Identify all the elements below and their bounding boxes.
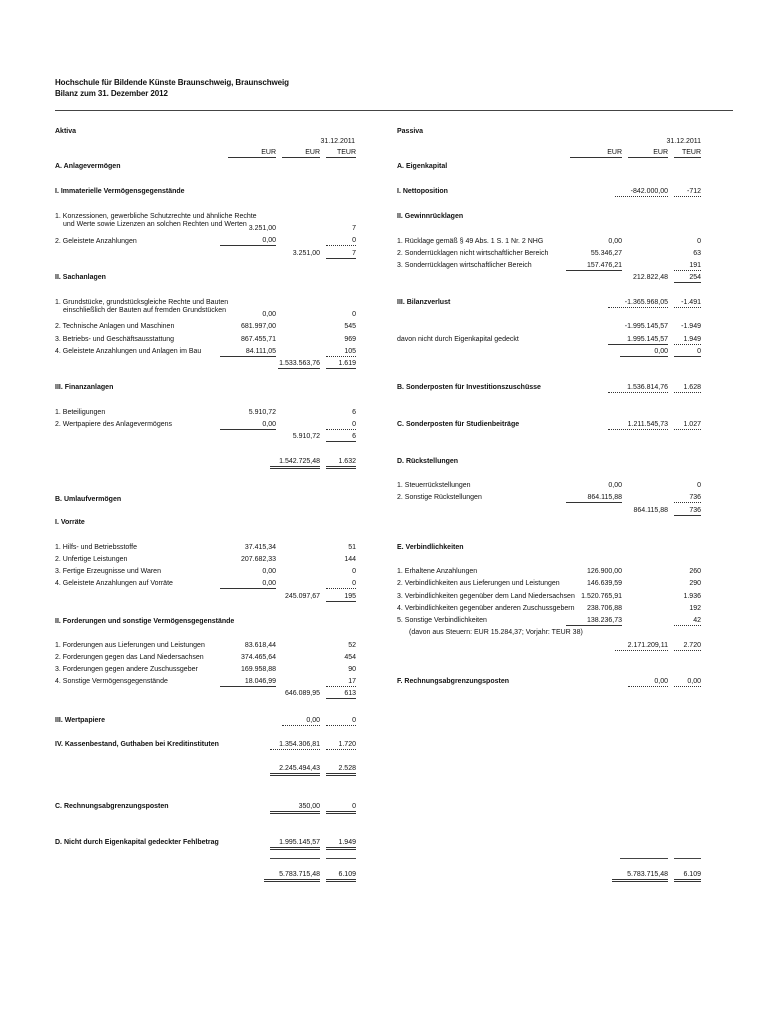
passiva-iii-c: 0,00 [620, 347, 668, 357]
passiva-e-prev: 290 [689, 580, 701, 587]
passiva-c-prev: 1.027 [674, 420, 701, 430]
passiva-section-e: E. Verbindlichkeiten [397, 544, 464, 551]
aktiva-bii-prev: 454 [344, 654, 356, 661]
aktiva-a-total-prev: 1.632 [326, 457, 356, 469]
aktiva-iii-value: 0,00 [220, 420, 276, 430]
aktiva-section-d: D. Nicht durch Eigenkapital gedeckter Fehlbetrag [55, 839, 219, 846]
aktiva-ii-prev: 969 [344, 336, 356, 343]
passiva-iii-b-prev: 1.949 [674, 335, 701, 345]
aktiva-section-a: A. Anlagevermögen [55, 163, 121, 170]
aktiva-ii-item: einschließlich der Bauten auf fremden Grundstücken [63, 307, 227, 314]
passiva-grand-total: 5.783.715,48 [612, 870, 668, 882]
aktiva-c-value: 350,00 [270, 802, 320, 814]
passiva-iii-c-prev: 0 [674, 347, 701, 357]
aktiva-i-sum: 3.251,00 [292, 250, 320, 257]
aktiva-ii-prev: 0 [352, 311, 356, 318]
passiva-section-c: C. Sonderposten für Studienbeiträge [397, 421, 520, 428]
aktiva-section-b-iii: III. Wertpapiere [55, 717, 106, 724]
aktiva-ii-item: 3. Betriebs- und Geschäftsausstattung [55, 336, 175, 343]
passiva-i-value: -842.000,00 [615, 187, 668, 197]
aktiva-col-eur2: EUR [282, 148, 320, 158]
passiva-iii-a: -1.995.145,57 [624, 323, 668, 330]
passiva-prev-date: 31.12.2011 [666, 138, 701, 145]
aktiva-biv-value: 1.354.306,81 [270, 740, 320, 750]
aktiva-bii-item: 1. Forderungen aus Lieferungen und Leistungen [55, 642, 205, 649]
aktiva-col-teur: TEUR [326, 148, 356, 158]
aktiva-iii-value: 5.910,72 [248, 409, 276, 416]
aktiva-bi-item: 1. Hilfs- und Betriebsstoffe [55, 544, 137, 551]
aktiva-iii-sum: 5.910,72 [292, 433, 320, 440]
aktiva-bi-value: 207.682,33 [240, 556, 276, 563]
passiva-iii-b: 1.995.145,57 [608, 335, 668, 345]
passiva-section-a: A. Eigenkapital [397, 163, 448, 170]
aktiva-col-eur1: EUR [228, 148, 276, 158]
aktiva-section-c: C. Rechnungsabgrenzungsposten [55, 803, 169, 810]
passiva-heading: Passiva [397, 128, 424, 135]
passiva-ii-item: 2. Sonderrücklagen nicht wirtschaftlicher Bereich [397, 250, 549, 257]
passiva-d-sum-prev: 736 [674, 506, 701, 516]
aktiva-d-prev: 1.949 [326, 838, 356, 850]
aktiva-bii-prev: 90 [348, 666, 356, 673]
aktiva-iii-item: 2. Wertpapiere des Anlagevermögens [55, 421, 172, 428]
aktiva-i-sum-prev: 7 [326, 249, 356, 259]
aktiva-i-value: 3.251,00 [248, 225, 276, 232]
passiva-e-value: 126.900,00 [586, 568, 622, 575]
aktiva-ii-sum: 1.533.563,76 [279, 360, 320, 367]
passiva-e-value: 238.706,88 [586, 605, 622, 612]
aktiva-ii-item: 2. Technische Anlagen und Maschinen [55, 323, 175, 330]
aktiva-prev-date: 31.12.2011 [320, 138, 355, 145]
passiva-d-value: 0,00 [608, 482, 622, 489]
passiva-f-prev: 0,00 [674, 677, 701, 687]
passiva-col-eur1: EUR [570, 148, 622, 158]
aktiva-iii-prev: 0 [326, 420, 356, 430]
passiva-e-prev: 1.936 [683, 593, 701, 600]
aktiva-ii-item: 4. Geleistete Anzahlungen und Anlagen im Bau [55, 348, 202, 355]
aktiva-bii-value: 18.046,99 [220, 677, 276, 687]
aktiva-bi-prev: 0 [352, 568, 356, 575]
passiva-ii-value: 157.476,21 [566, 261, 622, 271]
passiva-e-item: 5. Sonstige Verbindlichkeiten [397, 617, 487, 624]
passiva-e-sum: 2.171.209,11 [615, 641, 668, 651]
passiva-section-a-ii: II. Gewinnrücklagen [397, 213, 464, 220]
aktiva-bii-item: 2. Forderungen gegen das Land Niedersachsen [55, 654, 204, 661]
aktiva-b-total-prev: 2.528 [326, 764, 356, 776]
aktiva-ii-value: 0,00 [262, 311, 276, 318]
aktiva-bi-prev: 144 [344, 556, 356, 563]
aktiva-bii-sum-prev: 613 [326, 689, 356, 699]
passiva-col-eur2: EUR [628, 148, 668, 158]
passiva-e-sum-prev: 2.720 [674, 641, 701, 651]
passiva-e-value: 1.520.765,91 [581, 593, 622, 600]
aktiva-heading: Aktiva [55, 128, 77, 135]
aktiva-i-prev: 0 [326, 236, 356, 246]
aktiva-bi-item: 4. Geleistete Anzahlungen auf Vorräte [55, 580, 173, 587]
passiva-e-value: 138.236,73 [566, 616, 622, 626]
aktiva-i-item: 1. Konzessionen, gewerbliche Schutzrechte und ähnliche Rechte [55, 213, 257, 220]
aktiva-i-value: 0,00 [220, 236, 276, 246]
aktiva-bii-item: 4. Sonstige Vermögensgegenstände [55, 678, 168, 685]
passiva-section-f: F. Rechnungsabgrenzungsposten [397, 678, 510, 685]
aktiva-section-b-i: I. Vorräte [55, 519, 85, 526]
passiva-e-note: (davon aus Steuern: EUR 15.284,37; Vorjahr: TEUR 38) [409, 629, 583, 636]
aktiva-bi-value: 37.415,34 [244, 544, 276, 551]
passiva-e-prev: 260 [689, 568, 701, 575]
passiva-iii-note: davon nicht durch Eigenkapital gedeckt [397, 336, 519, 343]
aktiva-bi-sum: 245.097,67 [284, 593, 320, 600]
aktiva-bi-item: 3. Fertige Erzeugnisse und Waren [55, 568, 161, 575]
passiva-section-a-i: I. Nettoposition [397, 188, 448, 195]
passiva-d-item: 1. Steuerrückstellungen [397, 482, 471, 489]
document-title: Hochschule für Bildende Künste Braunschweig, Braunschweig [55, 78, 289, 87]
aktiva-section-a-ii: II. Sachanlagen [55, 274, 106, 281]
passiva-ii-prev: 191 [674, 261, 701, 271]
passiva-b-value: 1.536.814,76 [608, 383, 668, 393]
aktiva-bii-sum: 646.089,95 [284, 690, 320, 697]
passiva-ii-sum: 212.822,48 [632, 274, 668, 281]
aktiva-ii-prev: 545 [344, 323, 356, 330]
passiva-ii-prev: 63 [693, 250, 701, 257]
passiva-e-item: 1. Erhaltene Anzahlungen [397, 568, 478, 575]
aktiva-ii-value: 681.997,00 [240, 323, 276, 330]
aktiva-bii-value: 169.958,88 [240, 666, 276, 673]
aktiva-grand-total: 5.783.715,48 [264, 870, 320, 882]
passiva-ii-value: 0,00 [608, 238, 622, 245]
aktiva-bii-value: 374.465,64 [240, 654, 276, 661]
passiva-i-prev: -712 [674, 187, 701, 197]
aktiva-d-value: 1.995.145,57 [270, 838, 320, 850]
passiva-e-value: 146.639,59 [586, 580, 622, 587]
passiva-e-item: 2. Verbindlichkeiten aus Lieferungen und Leistungen [397, 580, 560, 587]
aktiva-b-total: 2.245.494,43 [270, 764, 320, 776]
aktiva-bi-value: 0,00 [220, 579, 276, 589]
passiva-d-sum: 864.115,88 [633, 507, 668, 514]
passiva-iii-value: -1.365.968,05 [608, 298, 668, 308]
passiva-col-teur: TEUR [674, 148, 701, 158]
passiva-e-item: 4. Verbindlichkeiten gegenüber anderen Zuschussgebern [397, 605, 575, 612]
aktiva-bii-prev: 52 [348, 642, 356, 649]
aktiva-bii-item: 3. Forderungen gegen andere Zuschussgeber [55, 666, 198, 673]
passiva-grand-total-prev: 6.109 [674, 870, 701, 882]
aktiva-a-total: 1.542.725,48 [270, 457, 320, 469]
passiva-ii-item: 3. Sonderrücklagen wirtschaftlicher Bereich [397, 262, 532, 269]
aktiva-ii-value: 867.455,71 [240, 336, 276, 343]
aktiva-iii-prev: 6 [352, 409, 356, 416]
aktiva-biii-prev: 0 [326, 716, 356, 726]
passiva-ii-item: 1. Rücklage gemäß § 49 Abs. 1 S. 1 Nr. 2 NHG [397, 238, 544, 245]
passiva-e-prev: 192 [689, 605, 701, 612]
passiva-c-value: 1.211.545,73 [608, 420, 668, 430]
aktiva-section-a-i: I. Immaterielle Vermögensgegenstände [55, 188, 185, 195]
aktiva-ii-item: 1. Grundstücke, grundstücksgleiche Rechte und Bauten [55, 299, 229, 306]
aktiva-iii-item: 1. Beteiligungen [55, 409, 106, 416]
passiva-d-value: 864.115,88 [566, 493, 622, 503]
passiva-section-a-iii: III. Bilanzverlust [397, 299, 451, 306]
aktiva-i-item: und Werte sowie Lizenzen an solchen Rechten und Werten [63, 221, 247, 228]
aktiva-bi-item: 2. Unfertige Leistungen [55, 556, 128, 563]
passiva-d-item: 2. Sonstige Rückstellungen [397, 494, 482, 501]
aktiva-bi-prev: 51 [348, 544, 356, 551]
aktiva-i-prev: 7 [352, 225, 356, 232]
aktiva-iii-sum-prev: 6 [326, 432, 356, 442]
passiva-ii-value: 55.346,27 [590, 250, 622, 257]
passiva-ii-prev: 0 [697, 238, 701, 245]
aktiva-section-b-iv: IV. Kassenbestand, Guthaben bei Kreditinstituten [55, 741, 219, 748]
passiva-e-prev: 42 [674, 616, 701, 626]
aktiva-i-item: 2. Geleistete Anzahlungen [55, 238, 137, 245]
passiva-iii-a-prev: -1.949 [681, 323, 701, 330]
passiva-d-prev: 736 [674, 493, 701, 503]
passiva-f-value: 0,00 [628, 677, 668, 687]
aktiva-biii-value: 0,00 [282, 716, 320, 726]
passiva-b-prev: 1.628 [674, 383, 701, 393]
document-subtitle: Bilanz zum 31. Dezember 2012 [55, 89, 168, 98]
aktiva-ii-prev: 105 [326, 347, 356, 357]
passiva-e-item: 3. Verbindlichkeiten gegenüber dem Land Niedersachsen [397, 593, 575, 600]
aktiva-c-prev: 0 [326, 802, 356, 814]
passiva-ii-sum-prev: 254 [674, 273, 701, 283]
passiva-iii-prev: -1.491 [674, 298, 701, 308]
passiva-d-prev: 0 [697, 482, 701, 489]
passiva-section-b: B. Sonderposten für Investitionszuschüsse [397, 384, 541, 391]
aktiva-total-rule-prev [326, 858, 356, 859]
aktiva-bi-prev: 0 [326, 579, 356, 589]
header-rule [55, 110, 733, 111]
passiva-section-d: D. Rückstellungen [397, 458, 459, 465]
aktiva-section-b-ii: II. Forderungen und sonstige Vermögensgegenstände [55, 618, 235, 625]
aktiva-bii-prev: 17 [326, 677, 356, 687]
aktiva-section-b: B. Umlaufvermögen [55, 496, 122, 503]
aktiva-section-a-iii: III. Finanzanlagen [55, 384, 114, 391]
passiva-total-rule-prev [674, 858, 701, 859]
aktiva-total-rule [270, 858, 320, 859]
aktiva-bii-value: 83.618,44 [244, 642, 276, 649]
aktiva-ii-value: 84.111,05 [220, 347, 276, 357]
aktiva-ii-sum-prev: 1.619 [326, 359, 356, 369]
aktiva-bi-sum-prev: 195 [326, 592, 356, 602]
aktiva-biv-prev: 1.720 [326, 740, 356, 750]
passiva-total-rule [620, 858, 668, 859]
aktiva-bi-value: 0,00 [262, 568, 276, 575]
aktiva-grand-total-prev: 6.109 [326, 870, 356, 882]
